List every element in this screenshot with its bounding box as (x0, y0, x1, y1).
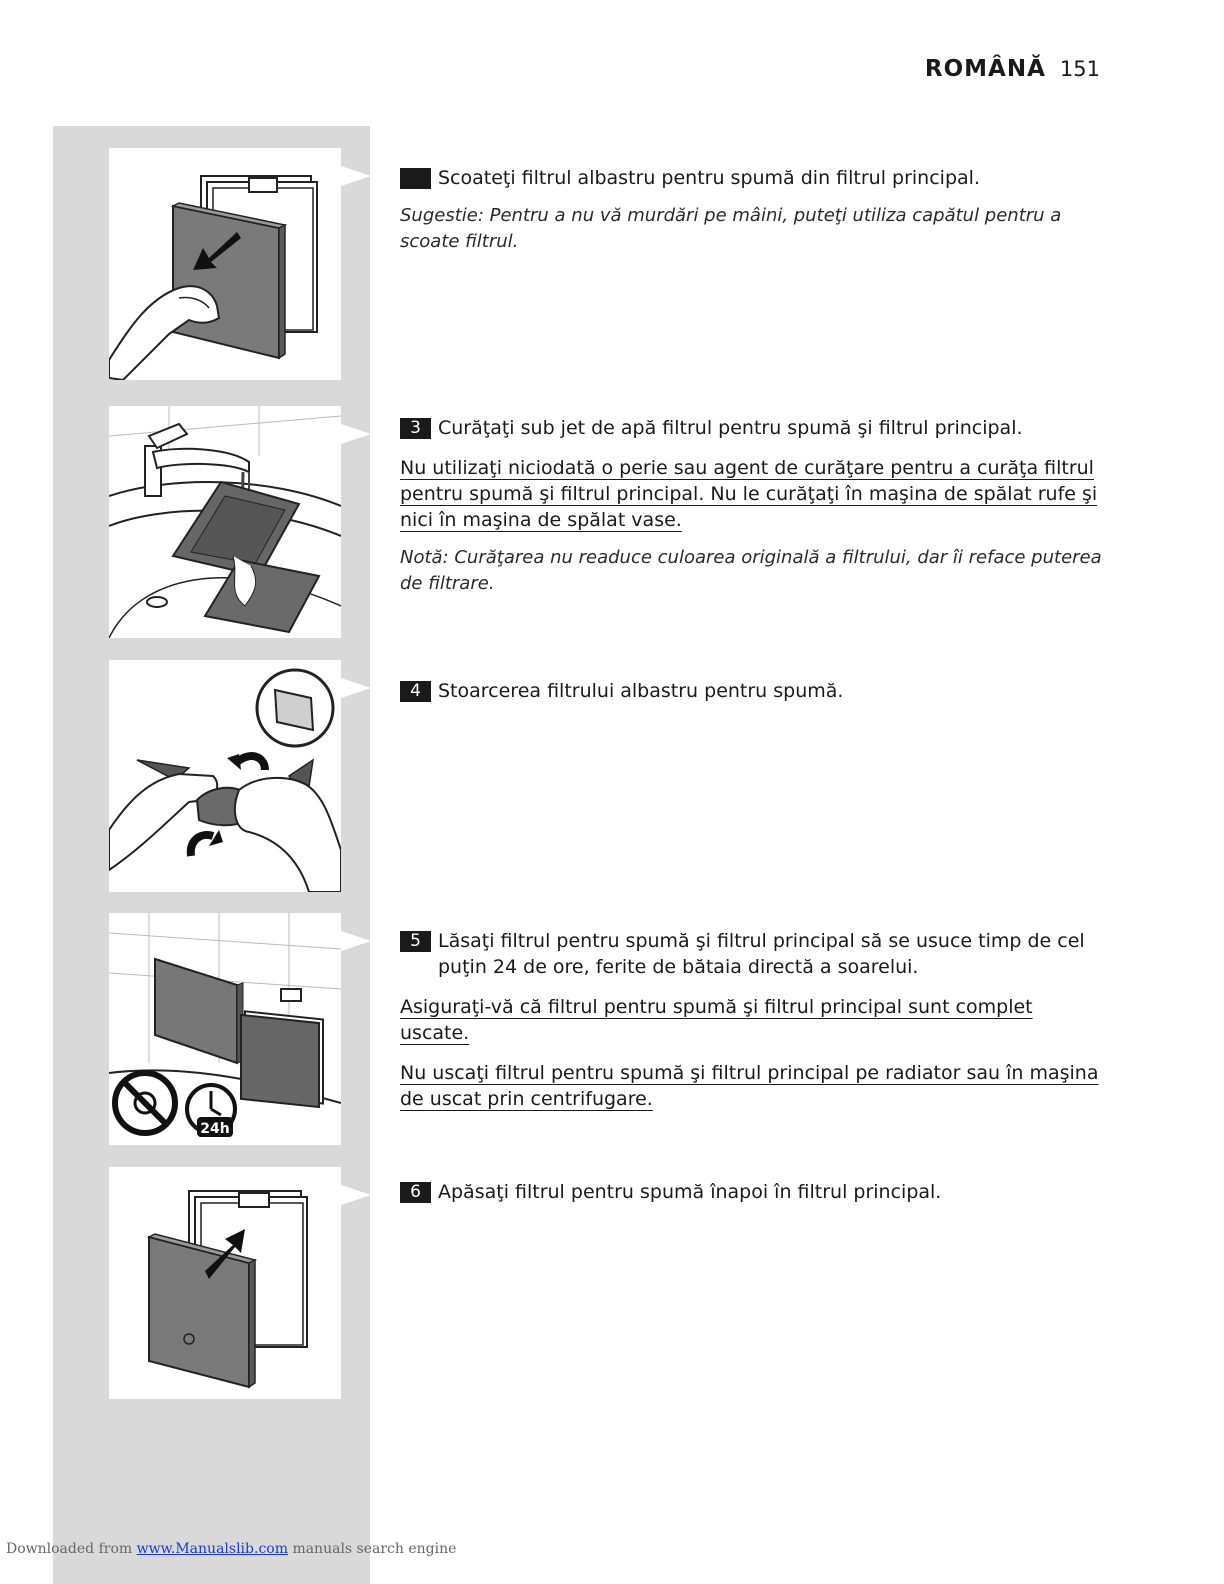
step-number-badge: 3 (400, 418, 431, 439)
step-text: Lăsaţi filtrul pentru spumă şi filtrul principal să se usuce timp de cel puţin 24 de ore, ferite de bătaia directă a soarelui. (438, 930, 1085, 978)
step-text: Apăsaţi filtrul pentru spumă înapoi în filtrul principal. (438, 1181, 942, 1203)
step-number-badge: 5 (400, 931, 431, 952)
step-warning-no-radiator (400, 1060, 1105, 1112)
step-squeeze-filter (400, 678, 1105, 704)
figure-pointer (341, 1185, 371, 1205)
step-text: Curăţaţi sub jet de apă filtrul pentru spumă şi filtrul principal. (438, 417, 1023, 439)
warning-text: Nu utilizaţi niciodată o perie sau agent de curăţare pentru a curăţa filtrul pentru spumă şi filtrul principal. Nu le curăţaţi în maşina de spălat rufe şi nici în maşina de spălat vase. (400, 457, 1098, 531)
dry-illustration (109, 913, 341, 1145)
drying-time-label: 24h (200, 1121, 230, 1137)
page-header (925, 56, 1100, 82)
squeeze-illustration (109, 660, 341, 892)
step-warning-complete-dry (400, 994, 1105, 1046)
figure-remove-foam-filter (109, 148, 341, 380)
page-number: 151 (1059, 57, 1100, 81)
footer-suffix: manuals search engine (292, 1541, 457, 1557)
figure-dry-filters (109, 913, 341, 1145)
figure-pointer (341, 424, 371, 444)
step-warning (400, 455, 1105, 533)
reinsert-illustration (109, 1167, 341, 1399)
step-number-badge (400, 168, 431, 189)
download-footer (6, 1541, 456, 1557)
step-tip: Sugestie: Pentru a nu vă murdări pe mâini, puteţi utiliza capătul pentru a scoate filtrul. (400, 205, 1062, 252)
rinse-illustration (109, 406, 341, 638)
step-remove-foam-filter (400, 165, 1105, 255)
warning-text: Nu uscaţi filtrul pentru spumă şi filtrul principal pe radiator sau în maşina de uscat prin centrifugare. (400, 1062, 1099, 1110)
manualslib-link[interactable]: www.Manualslib.com (136, 1541, 288, 1557)
step-reinsert-filter (400, 1179, 1105, 1205)
step-number-badge: 6 (400, 1182, 431, 1203)
remove-filter-illustration (109, 148, 341, 380)
figure-pointer (341, 678, 371, 698)
figure-reinsert-filter (109, 1167, 341, 1399)
step-note: Notă: Curăţarea nu readuce culoarea originală a filtrului, dar îi reface puterea de filtrare. (400, 547, 1102, 594)
language-label: ROMÂNĂ (924, 56, 1046, 82)
warning-text: Asiguraţi-vă că filtrul pentru spumă şi filtrul principal sunt complet uscate. (400, 996, 1033, 1044)
footer-prefix: Downloaded from (6, 1541, 133, 1557)
step-text: Stoarcerea filtrului albastru pentru spumă. (438, 680, 844, 702)
figure-squeeze-filter (109, 660, 341, 892)
step-rinse-filters (400, 415, 1105, 597)
step-dry-filters (400, 928, 1105, 1112)
step-text: Scoateţi filtrul albastru pentru spumă din filtrul principal. (438, 167, 980, 189)
figure-pointer (341, 931, 371, 951)
figure-pointer (341, 166, 371, 186)
figure-rinse-filters (109, 406, 341, 638)
step-number-badge: 4 (400, 681, 431, 702)
